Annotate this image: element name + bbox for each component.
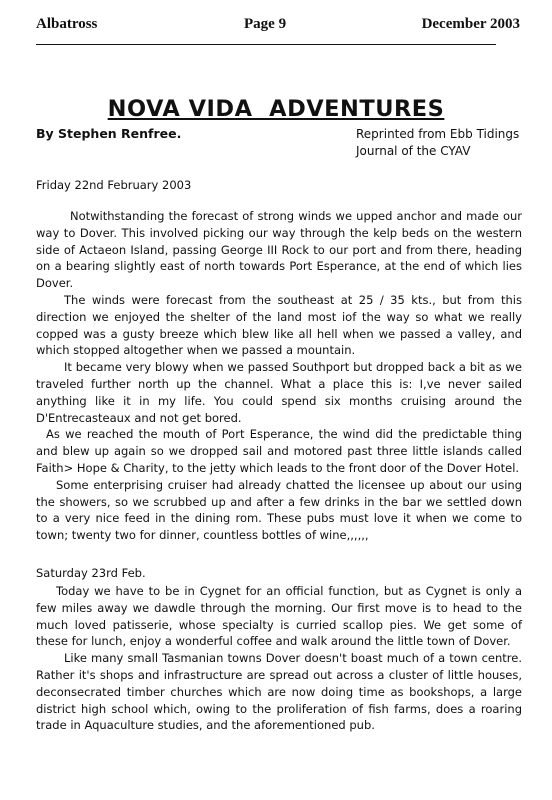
paragraph: The winds were forecast from the southeast at 25 / 35 kts., but from this direction we enjoyed the shelter of the land most iof the way so what we really copped was a gusty breeze which blew like all hell when we passed a valley, and which stopped altogether when we passed a mountain.: [36, 292, 522, 358]
entry-date-saturday: Saturday 23rd Feb.: [36, 566, 146, 580]
page-number: Page 9: [244, 16, 287, 32]
paragraph: Today we have to be in Cygnet for an official function, but as Cygnet is only a few miles away we dawdle through the morning. Our first move is to head to the much loved patisserie, whose specialty is curried scallop pies. We get some of these for lunch, enjoy a wonderful coffee and walk around the little town of Dover.: [36, 584, 522, 649]
paragraph: It became very blowy when we passed Southport but dropped back a bit as we traveled further north up the channel. What a place this is: I,ve never sailed anything like it in my life. You could spend six months cruising around the D'Entrecasteaux and not get bored.: [36, 360, 522, 425]
paragraph: Some enterprising cruiser had already chatted the licensee up about our using the showers, so we scrubbed up and after a few drinks in the bar we settled down to a very nice feed in the dining rom. These pubs must love it when we come to town; twenty two for dinner, countless bottles of wine,,,,,,: [36, 477, 522, 543]
running-header: [36, 16, 520, 38]
paragraph: As we reached the mouth of Port Esperance, the wind did the predictable thing and blew up again so we dropped sail and motored past three little islands called Faith> Hope & Charity, to the jetty which leads to the front door of the Dover Hotel.: [36, 427, 522, 475]
article-byline: By Stephen Renfree.: [36, 126, 182, 141]
entry-friday-body: [36, 208, 522, 544]
paragraph: Like many small Tasmanian towns Dover doesn't boast much of a town centre. Rather it's shops and infrastructure are spread out across a cluster of little houses, deconsecrated timber churches which are now doing time as bookshops, a large district high school which, owing to the proliferation of fish farms, does a roaring trade in Aquaculture studies, and the aforementioned pub.: [36, 651, 522, 733]
entry-date-friday: Friday 22nd February 2003: [36, 178, 192, 192]
issue-date: December 2003: [421, 16, 520, 32]
entry-saturday-body: [36, 583, 522, 734]
publication-name: Albatross: [36, 16, 98, 32]
reprint-source: Reprinted from Ebb Tidings: [356, 127, 520, 141]
article-title: NOVA VIDA ADVENTURES: [107, 96, 445, 122]
header-rule: [36, 44, 496, 45]
reprint-credit: [356, 126, 519, 160]
paragraph: Notwithstanding the forecast of strong winds we upped anchor and made our way to Dover. This involved picking our way through the kelp beds on the western side of Actaeon Island, passing George III Rock to our port and from there, heading on a bearing slightly east of north towards Port Esperance, at the end of which lies Dover.: [36, 209, 522, 291]
reprint-journal: Journal of the CYAV: [356, 144, 471, 158]
